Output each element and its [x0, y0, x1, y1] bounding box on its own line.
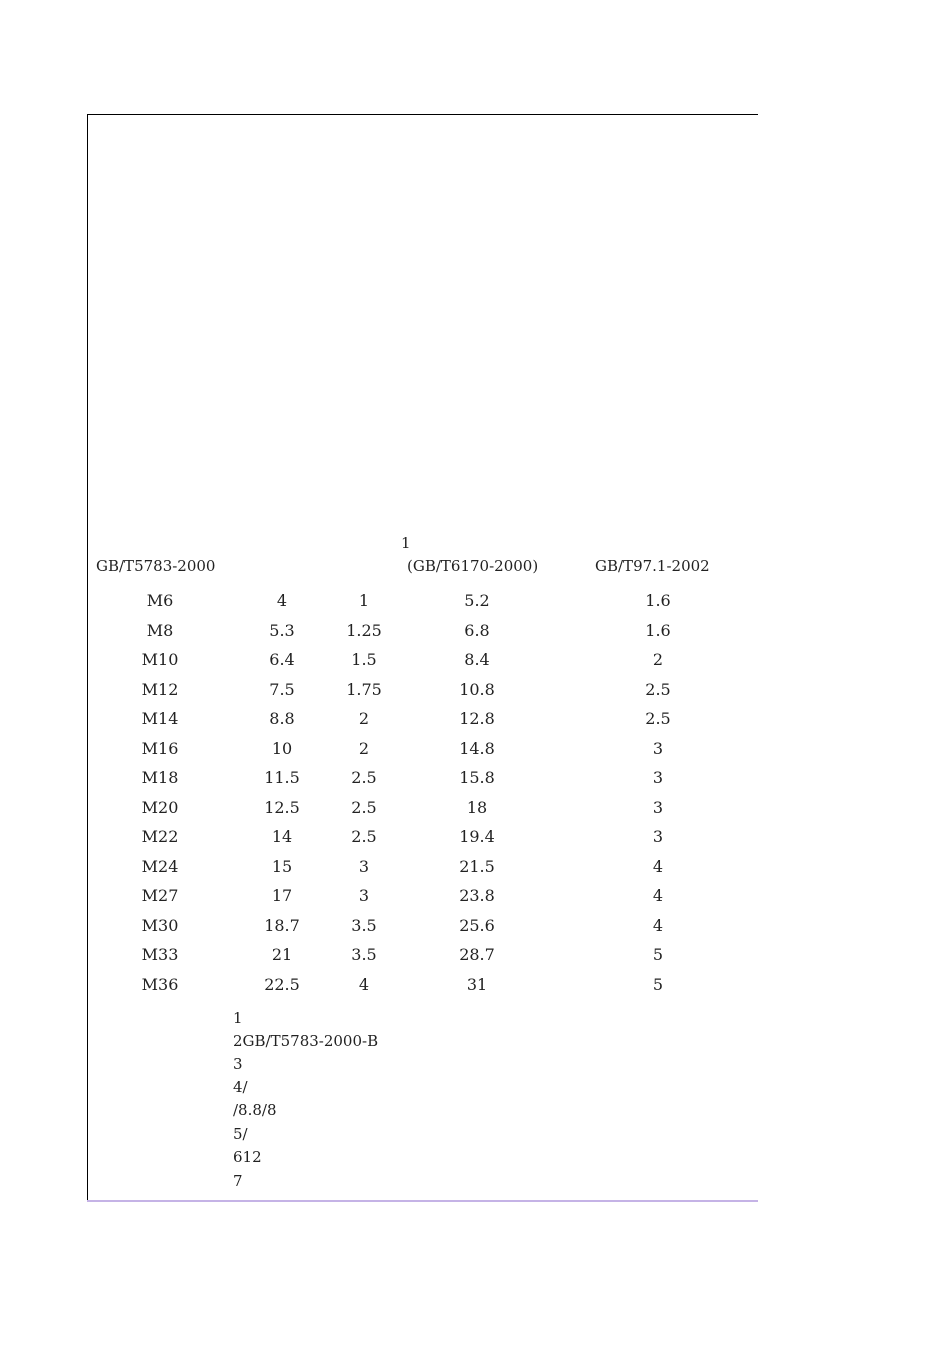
row-14-bolt-size: M36 — [141, 974, 179, 994]
row-14-col5-value: 5 — [652, 974, 664, 994]
row-9-col5-value: 3 — [652, 827, 664, 846]
row-10-col2-value: 15 — [271, 856, 293, 876]
row-7-col3-value: 2.5 — [351, 768, 377, 787]
row-7-col4-value: 15.8 — [459, 768, 495, 787]
row-11-col3-value: 3 — [358, 886, 370, 905]
row-5-col2-value: 8.8 — [269, 709, 295, 728]
row-10-bolt-size: M24 — [141, 856, 179, 876]
note-line-6: 612 — [233, 1148, 262, 1166]
row-8-bolt-size: M20 — [141, 797, 179, 817]
row-10-col5-value: 4 — [652, 856, 664, 876]
row-14-col2-value: 22.5 — [264, 974, 300, 994]
row-2-bolt-size: M8 — [146, 620, 174, 640]
row-1-col4-value: 5.2 — [464, 591, 490, 610]
row-4-col3-value: 1.75 — [346, 679, 382, 699]
row-14-col3-value: 4 — [358, 974, 370, 994]
note-line-7: 7 — [233, 1172, 243, 1190]
note-line-3: 3 — [233, 1055, 243, 1073]
row-8-col2-value: 12.5 — [264, 797, 300, 817]
row-12-bolt-size: M30 — [141, 915, 179, 935]
frame-left-border — [87, 114, 88, 998]
row-8-col4-value: 18 — [466, 797, 488, 817]
row-2-col5-value: 1.6 — [645, 620, 671, 640]
row-6-col4-value: 14.8 — [459, 738, 495, 758]
header-col5-line2: GB/T97.1-2002 — [595, 557, 710, 575]
row-1-col2-value: 4 — [276, 591, 288, 610]
row-12-col3-value: 3.5 — [351, 915, 377, 935]
row-13-col3-value: 3.5 — [351, 945, 377, 964]
row-11-col4-value: 23.8 — [459, 886, 495, 905]
row-7-bolt-size: M18 — [141, 768, 179, 787]
row-12-col2-value: 18.7 — [264, 915, 300, 935]
note-line-1: 1 — [233, 1009, 243, 1027]
row-1-col5-value: 1.6 — [645, 591, 671, 610]
row-9-col4-value: 19.4 — [459, 827, 495, 846]
row-10-col4-value: 21.5 — [459, 856, 495, 876]
row-3-col2-value: 6.4 — [269, 650, 295, 669]
row-9-bolt-size: M22 — [141, 827, 179, 846]
row-14-col4-value: 31 — [466, 974, 488, 994]
frame-left-border-notes — [87, 998, 88, 1200]
note-line-4b: /8.8/8 — [233, 1101, 277, 1119]
row-2-col2-value: 5.3 — [269, 620, 295, 640]
header-col4-line2: (GB/T6170-2000) — [407, 557, 539, 575]
row-11-col5-value: 4 — [652, 886, 664, 905]
row-5-col3-value: 2 — [358, 709, 370, 728]
row-3-col5-value: 2 — [652, 650, 664, 669]
row-3-bolt-size: M10 — [141, 650, 179, 669]
row-5-bolt-size: M14 — [141, 709, 179, 728]
row-9-col2-value: 14 — [271, 827, 293, 846]
row-4-bolt-size: M12 — [141, 679, 179, 699]
row-4-col2-value: 7.5 — [269, 679, 295, 699]
row-8-col3-value: 2.5 — [351, 797, 377, 817]
row-12-col5-value: 4 — [652, 915, 664, 935]
row-13-col2-value: 21 — [271, 945, 293, 964]
header-col4-line1: 1 — [401, 534, 411, 552]
row-13-bolt-size: M33 — [141, 945, 179, 964]
row-10-col3-value: 3 — [358, 856, 370, 876]
note-line-2: 2GB/T5783-2000-B — [233, 1032, 379, 1050]
row-12-col4-value: 25.6 — [459, 915, 495, 935]
row-6-col5-value: 3 — [652, 738, 664, 758]
row-11-bolt-size: M27 — [141, 886, 179, 905]
frame-bottom-border — [87, 1200, 758, 1202]
row-3-col3-value: 1.5 — [351, 650, 377, 669]
row-3-col4-value: 8.4 — [464, 650, 490, 669]
note-line-4: 4/ — [233, 1078, 248, 1096]
row-5-col5-value: 2.5 — [645, 709, 671, 728]
row-2-col4-value: 6.8 — [464, 620, 490, 640]
row-5-col4-value: 12.8 — [459, 709, 495, 728]
row-1-bolt-size: M6 — [146, 591, 174, 610]
note-line-5: 5/ — [233, 1125, 248, 1143]
row-13-col4-value: 28.7 — [459, 945, 495, 964]
row-7-col5-value: 3 — [652, 768, 664, 787]
row-9-col3-value: 2.5 — [351, 827, 377, 846]
row-11-col2-value: 17 — [271, 886, 293, 905]
header-bolt-line2: GB/T5783-2000 — [96, 557, 216, 575]
row-2-col3-value: 1.25 — [346, 620, 382, 640]
row-6-col3-value: 2 — [358, 738, 370, 758]
row-1-col3-value: 1 — [358, 591, 370, 610]
row-7-col2-value: 11.5 — [264, 768, 300, 787]
row-6-bolt-size: M16 — [141, 738, 179, 758]
row-4-col5-value: 2.5 — [645, 679, 671, 699]
row-4-col4-value: 10.8 — [459, 679, 495, 699]
row-6-col2-value: 10 — [271, 738, 293, 758]
row-13-col5-value: 5 — [652, 945, 664, 964]
frame-top-border — [87, 114, 758, 115]
row-8-col5-value: 3 — [652, 797, 664, 817]
